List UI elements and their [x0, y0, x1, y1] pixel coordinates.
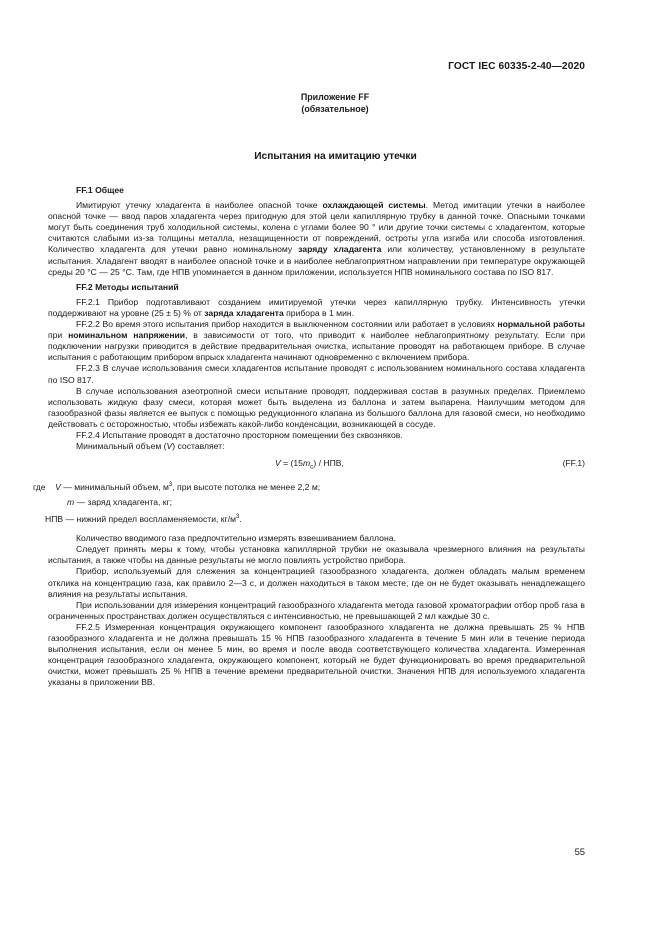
section-ff1-title: FF.1 Общее — [76, 185, 124, 195]
section-ff1-text: Имитируют утечку хладагента в наиболее опасной точке охлаждающей системы. Метод имитации утечки в наиболее опасной точке — ввод паров хладагента через пригодную для этой цели капиллярную трубку в данной точке. Опасными точками могут быть соединения труб холодильной системы, колена с углами более 90 ° или другие точки системы с хладагентом, которые считаются слабыми из-за толщины металла, незащищенности от повреждений, остроты угла изгиба или способа изготовления. Количество хладагента для утечки равно номинальному заряду хладагента или количеству, установленному в результате испытания. Хладагент вводят в наиболее опасной точке и в наиболее неблагоприятном направлении при температуре окружающей среды 20 °С — 25 °С. Там, где НПВ упоминается в данном приложении, используется НПВ номинального состава по ISO 817. — [48, 200, 586, 277]
annex-status: (обязательное) — [301, 104, 369, 114]
clause-ff21: FF.2.1 Прибор подготавливают созданием имитируемой утечки через капиллярную трубку. Интенсивность утечки поддерживают на уровне (25 ± 5) % от заряда хладагента прибора в 1 мин. — [48, 296, 585, 318]
instrument-response: Прибор, используемый для слежения за концентрацией газообразного хладагента, должен обладать малым временем отклика на концентрацию газа, как правило 2—3 с, и должен находиться в таком месте, где он не будет оказывать ненадлежащего влияния на результаты испытания. — [48, 566, 585, 599]
clause-ff24: FF.2.4 Испытание проводят в достаточно просторном помещении без сквозняков. — [76, 429, 403, 440]
section-ff2-title: FF.2 Методы испытаний — [76, 281, 179, 292]
legend-npv: НПВ — нижний предел воспламеняемости, $кг/м^3$. — [45, 514, 242, 525]
clause-ff23-azeotrope: В случае использования азеотропной смеси испытание проводят, поддерживая состав в разумных пределах. Приемлемо использовать жидкую фазу смеси, которая может быть выделена из баллона и затем выпарена. Наилучшим методом для газообразной фазы является ее выпуск с помощью редукционного клапана из большого баллона для газовой смеси, но необходимо действовать с осторожностью, чтобы избежать какой-либо конденсации, возникающей в сосуде. — [48, 385, 585, 429]
gas-measurement: Количество вводимого газа предпочтительно измерять взвешиванием баллона. — [76, 533, 396, 544]
page-number: 55 — [574, 846, 585, 857]
clause-ff22: FF.2.2 Во время этого испытания прибор находится в выключенном состоянии или работает в условиях нормальной работы при номинальном напряжении, в зависимости от того, что приводит к наиболее неблагоприятному результату. Если при подключении нагрузки приводится в действие предварительная очистка, испытание проводят на работающем приборе. В случае испытания с работающим прибором впрыск хладагента начинают одновременно с включением прибора. — [48, 319, 586, 363]
clause-ff25: FF.2.5 Измеренная концентрация окружающего компонент газообразного хладагента не должна превышать 25 % НПВ газообразного хладагента и не должна превышать 15 % НПВ газообразного хладагента в течение 5 мин или в течение периода выполнения испытания, если он менее 5 мин, во время и после ввода соответствующего количества хладагента. Измеренная концентрация газообразного хладагента, окружающего компонент, который не будет функционировать во время предварительной очистки, может превышать 25 % НПВ в течение времени предварительной очистки. Значения НПВ для используемого хладагента указаны в приложении ВВ. — [48, 621, 585, 688]
min-volume-intro: Минимальный объем (V) составляет: — [76, 441, 225, 452]
annex-title-block — [0, 91, 661, 115]
formula-ff1 — [48, 458, 585, 480]
formula-number: (FF.1) — [562, 458, 585, 469]
clause-ff23: FF.2.3 В случае использования смеси хладагентов испытание проводят с использованием номинального состава хладагента по ISO 817. — [48, 363, 585, 385]
annex-heading: Испытания на имитацию утечки — [254, 151, 417, 162]
chromatography-note: При использовании для измерения концентраций газообразного хладагента метода газовой хроматографии отбор проб газа в ограниченных пространствах должен осуществляться с интенсивностью, не превышающей 2 мл каждые 30 с. — [48, 599, 585, 621]
standard-designation: ГОСТ IEC 60335-2-40—2020 — [448, 61, 585, 72]
legend-v: где V — минимальный объем, $м^3$, при высоте потолка не менее 2,2 м; — [33, 482, 321, 493]
capillary-note: Следует принять меры к тому, чтобы установка капиллярной трубки не оказывала чрезмерного влияния на результаты испытания, а также чтобы на данные результаты не могло повлиять устройство прибора. — [48, 544, 585, 566]
formula-legend — [33, 480, 585, 525]
legend-m: m — заряд хладагента, кг; — [67, 497, 173, 508]
formula-expression: $V = (15m_c)$ / НПВ, — [275, 458, 344, 471]
annex-title: Приложение FF — [300, 92, 370, 102]
document-body — [33, 185, 586, 688]
